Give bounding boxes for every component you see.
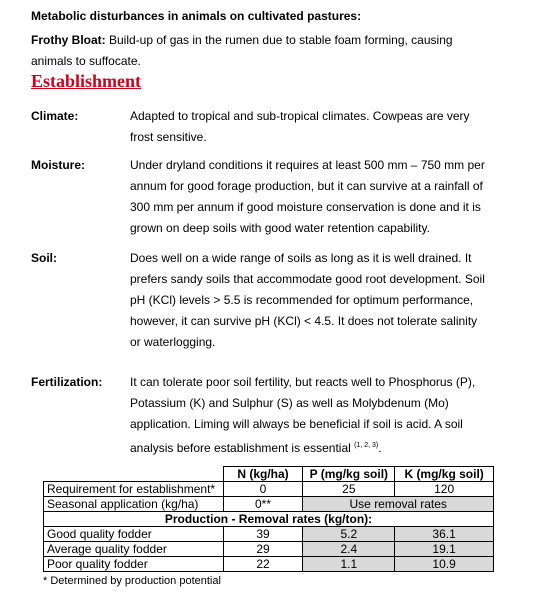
soil-line: pH (KCl) levels > 5.5 is recommended for optimum performance, [130, 293, 474, 307]
cell-n: 29 [223, 542, 303, 557]
frothy-bloat-term: Frothy Bloat: [31, 33, 106, 47]
cell-k: 36.1 [395, 527, 494, 542]
row-label: Requirement for establishment* [44, 482, 224, 497]
cell-pk-removal: Use removal rates [303, 497, 494, 512]
production-header: Production - Removal rates (kg/ton): [44, 512, 494, 527]
fertilization-line: Potassium (K) and Sulphur (S) as well as Molybdenum (Mo) [130, 396, 449, 410]
cell-k: 120 [395, 482, 494, 497]
cell-p: 1.1 [303, 557, 395, 572]
header-n: N (kg/ha) [223, 467, 303, 482]
climate-label: Climate: [31, 109, 79, 123]
cell-p: 2.4 [303, 542, 395, 557]
climate-line: Adapted to tropical and sub-tropical climates. Cowpeas are very [130, 109, 470, 123]
section-title-establishment: Establishment [31, 71, 142, 91]
table-header-row [44, 467, 494, 482]
moisture-line: grown on deep soils with good water retention capability. [130, 221, 430, 235]
soil-text [130, 248, 490, 353]
row-label: Average quality fodder [44, 542, 224, 557]
production-header-row [44, 512, 494, 527]
cell-p: 5.2 [303, 527, 395, 542]
table-row [44, 497, 494, 512]
moisture-line: Under dryland conditions it requires at least 500 mm – 750 mm per [130, 158, 485, 172]
fertilization-end: . [378, 441, 382, 455]
cell-n: 22 [223, 557, 303, 572]
frothy-bloat-text-1: Build-up of gas in the rumen due to stable foam forming, causing [105, 33, 453, 47]
table-corner-cell [44, 467, 224, 482]
fertilization-text [130, 372, 490, 459]
cell-n: 0** [223, 497, 303, 512]
nutrient-requirements-table [43, 466, 494, 572]
moisture-line: 300 mm per annum if good moisture conservation is done and it is [130, 200, 481, 214]
cell-k: 19.1 [395, 542, 494, 557]
cell-n: 0 [223, 482, 303, 497]
table-row [44, 527, 494, 542]
header-p: P (mg/kg soil) [303, 467, 395, 482]
footnote: * Determined by production potential [43, 575, 221, 587]
soil-line: Does well on a wide range of soils as long as it is well drained. It [130, 251, 472, 265]
frothy-bloat-paragraph [31, 30, 471, 72]
moisture-text [130, 155, 490, 239]
soil-line: or waterlogging. [130, 335, 216, 349]
fertilization-label: Fertilization: [31, 375, 103, 389]
page-heading: Metabolic disturbances in animals on cultivated pastures: [31, 9, 362, 23]
fertilization-line: It can tolerate poor soil fertility, but reacts well to Phosphorus (P), [130, 375, 476, 389]
cell-n: 39 [223, 527, 303, 542]
row-label: Seasonal application (kg/ha) [44, 497, 224, 512]
table-row [44, 557, 494, 572]
frothy-bloat-text-2: animals to suffocate. [31, 54, 141, 68]
table-row [44, 542, 494, 557]
fertilization-line: analysis before establishment is essential [130, 441, 351, 455]
row-label: Poor quality fodder [44, 557, 224, 572]
table-row [44, 482, 494, 497]
cell-p: 25 [303, 482, 395, 497]
header-k: K (mg/kg soil) [395, 467, 494, 482]
soil-line: however, it can survive pH (KCl) < 4.5. It does not tolerate salinity [130, 314, 478, 328]
citation-superscript: (1, 2, 3) [354, 442, 379, 449]
row-label: Good quality fodder [44, 527, 224, 542]
climate-text [130, 106, 479, 148]
cell-k: 10.9 [395, 557, 494, 572]
soil-line: prefers sandy soils that accommodate good root development. Soil [130, 272, 485, 286]
soil-label: Soil: [31, 251, 57, 265]
moisture-line: annum for good forage production, but it can survive at a rainfall of [130, 179, 483, 193]
moisture-label: Moisture: [31, 158, 85, 172]
climate-line: frost sensitive. [130, 130, 207, 144]
fertilization-line: application. Liming will always be beneficial if soil is acid. A soil [130, 417, 463, 431]
